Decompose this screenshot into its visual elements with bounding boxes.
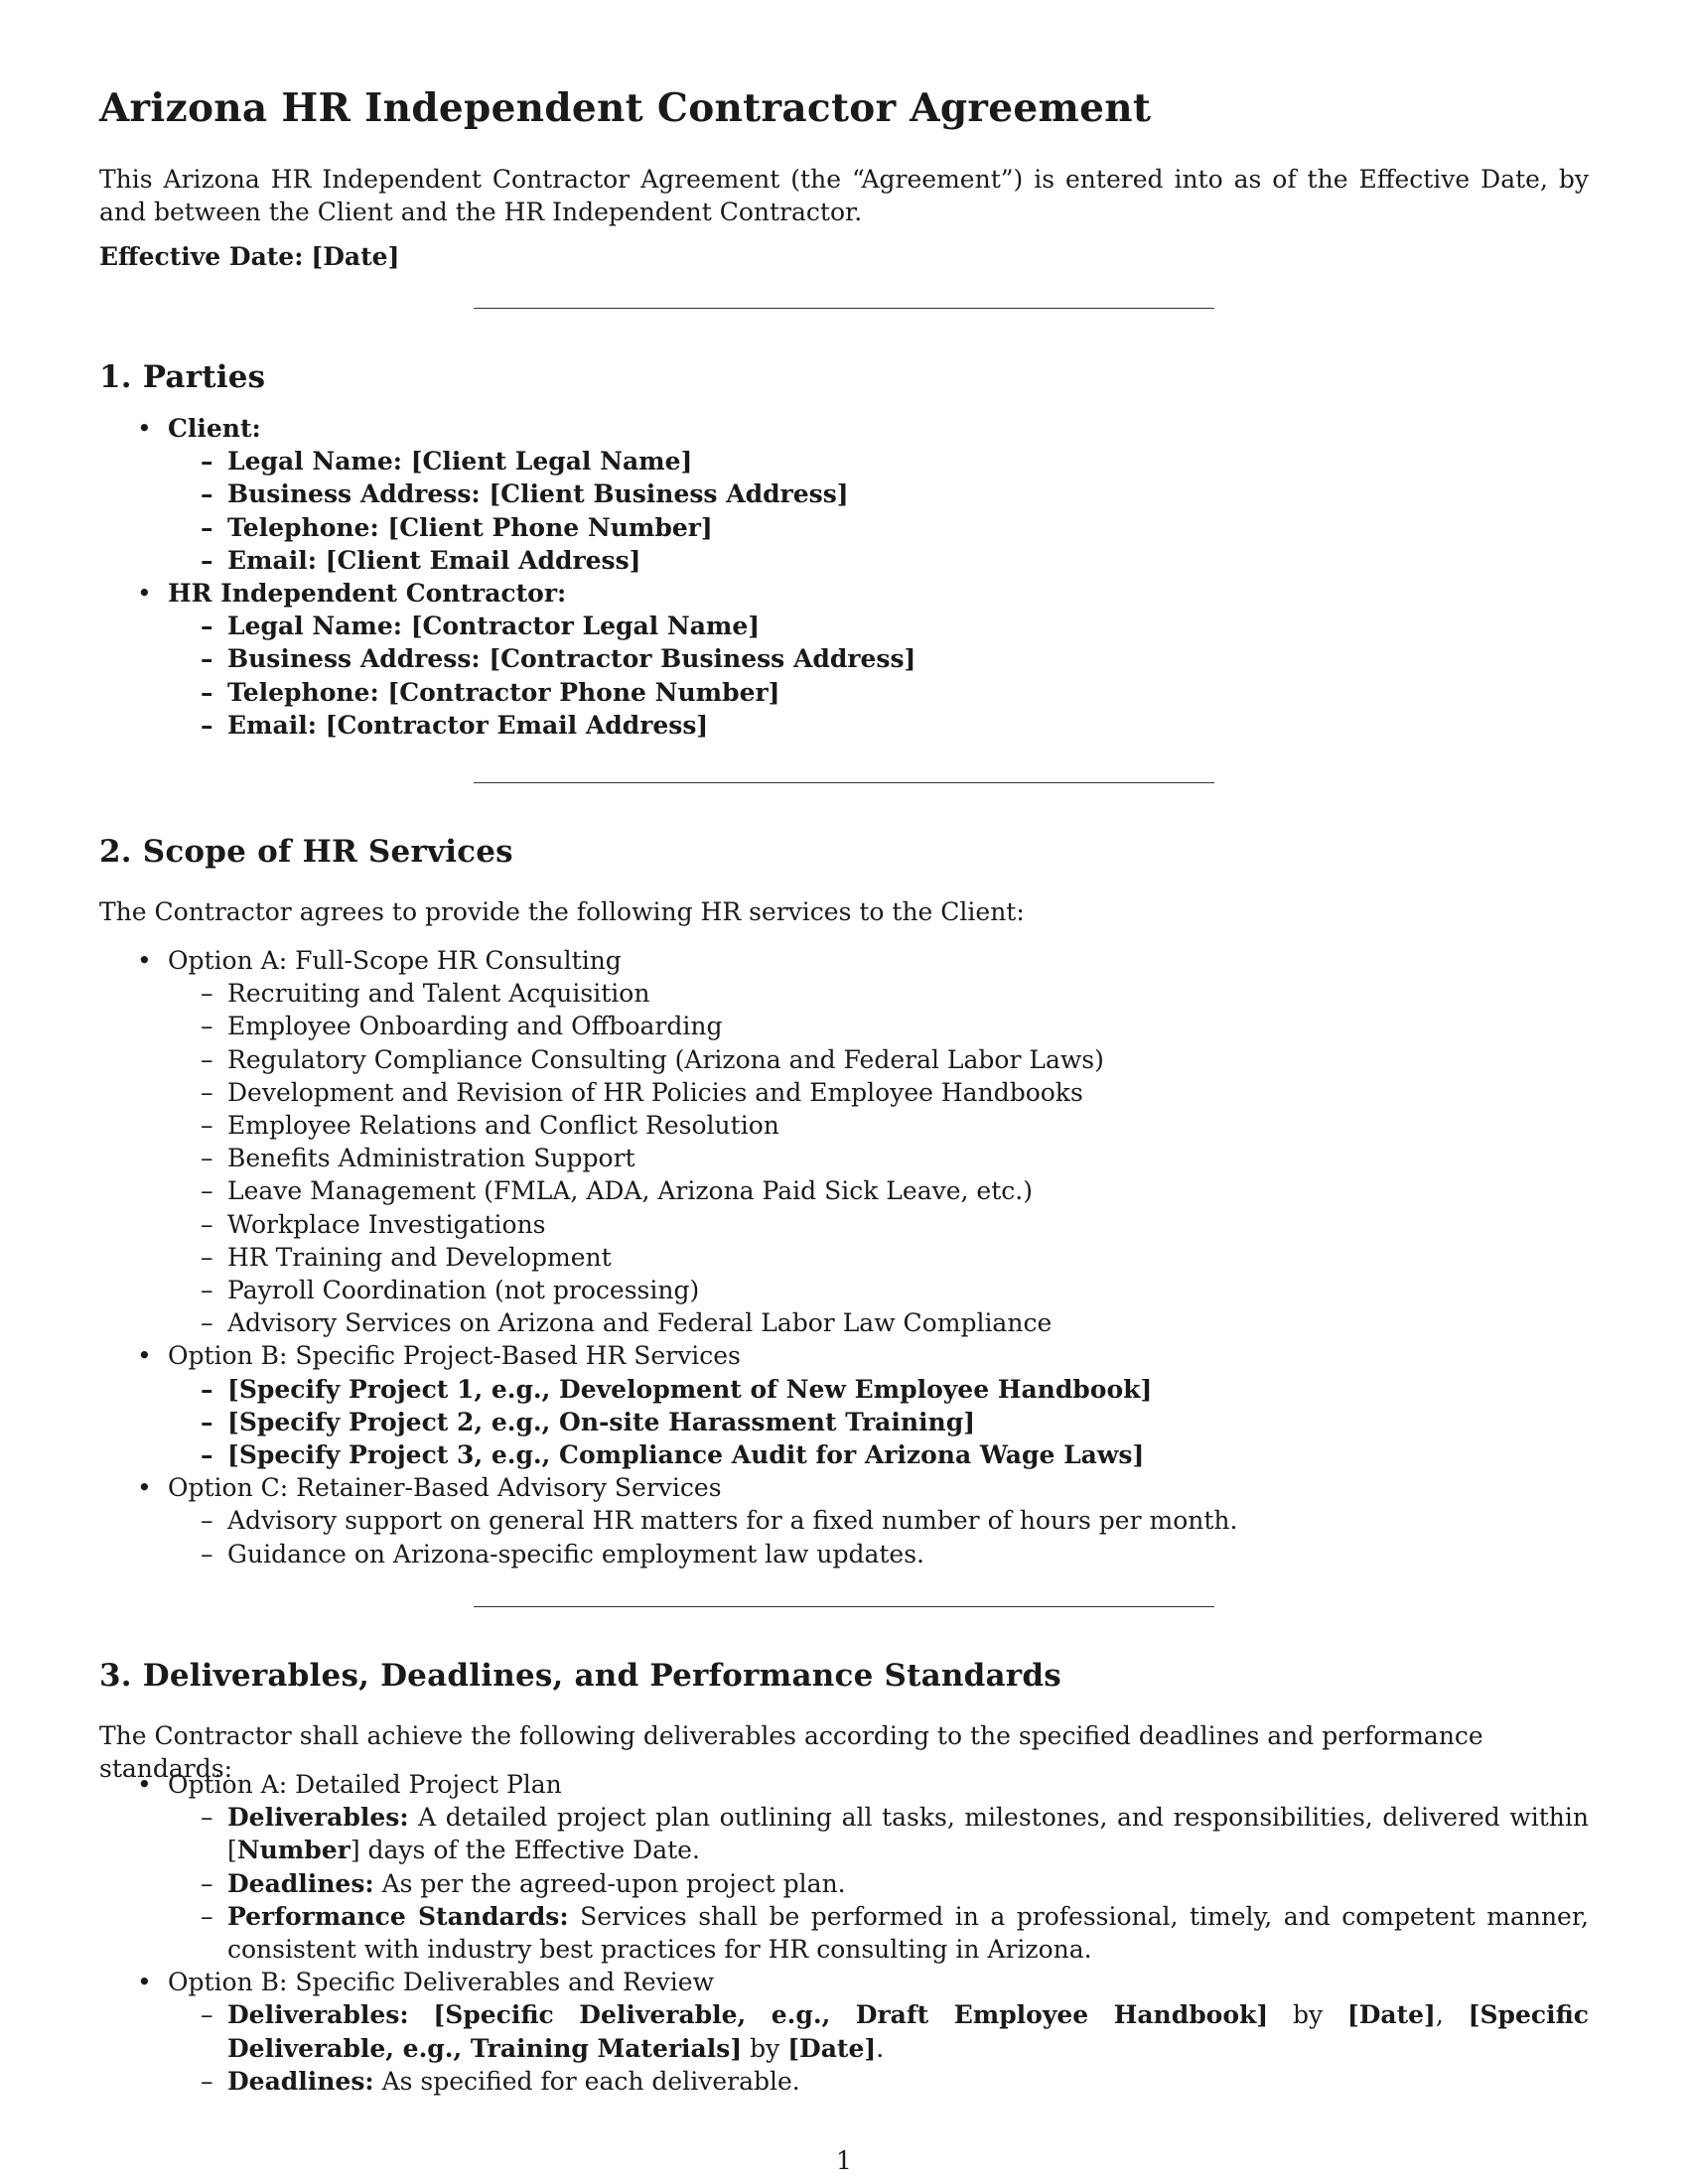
- list-item: – Advisory support on general HR matters for a fixed number of hours per month.: [168, 1504, 1589, 1537]
- deliverables-option-b-label: Option B: Specific Deliverables and Review: [168, 1968, 714, 1997]
- scope-option-c-label: Option C: Retainer-Based Advisory Services: [168, 1473, 722, 1503]
- deadlines-label: Deadlines:: [227, 1868, 374, 1898]
- section-divider: [474, 1606, 1214, 1607]
- effective-date-label: Effective Date:: [99, 242, 304, 271]
- section-divider: [474, 308, 1214, 309]
- deliverables-option-a-label: Option A: Detailed Project Plan: [168, 1770, 562, 1799]
- list-item: – Recruiting and Talent Acquisition: [168, 977, 1589, 1010]
- page-number: 1: [836, 2146, 852, 2175]
- contractor-phone: – Telephone: [Contractor Phone Number]: [168, 676, 1589, 709]
- client-label: Client:: [168, 414, 261, 443]
- scope-intro: The Contractor agrees to provide the following HR services to the Client:: [99, 897, 1025, 926]
- deliverables-number: Number: [236, 1836, 351, 1865]
- list-item: – Development and Revision of HR Policies and Employee Handbooks: [168, 1076, 1589, 1109]
- list-item: [99, 412, 1589, 577]
- list-item: – Employee Onboarding and Offboarding: [168, 1010, 1589, 1042]
- parties-list: [99, 412, 1589, 742]
- scope-option-a-label: Option A: Full-Scope HR Consulting: [168, 946, 622, 975]
- list-item: [99, 1339, 1589, 1471]
- deliverables-label: Deliverables:: [227, 1803, 409, 1833]
- list-item: [168, 1867, 1589, 1900]
- list-item: [168, 1900, 1589, 1966]
- list-item: – Payroll Coordination (not processing): [168, 1274, 1589, 1306]
- list-item: [168, 1801, 1589, 1866]
- list-item: [99, 944, 1589, 1339]
- list-item: – Workplace Investigations: [168, 1208, 1589, 1241]
- client-address: – Business Address: [Client Business Address]: [168, 478, 1589, 510]
- effective-date: [99, 242, 399, 271]
- list-item: [99, 1471, 1589, 1570]
- list-item: – Regulatory Compliance Consulting (Arizona and Federal Labor Laws): [168, 1043, 1589, 1076]
- list-item: – HR Training and Development: [168, 1241, 1589, 1274]
- section-divider: [474, 782, 1214, 783]
- list-item: [168, 2065, 1589, 2098]
- list-item: – Benefits Administration Support: [168, 1142, 1589, 1174]
- deliverable-1: [Specific Deliverable, e.g., Draft Employee Handbook]: [433, 2000, 1269, 2030]
- contractor-legal-name: – Legal Name: [Contractor Legal Name]: [168, 610, 1589, 642]
- list-item: [99, 577, 1589, 742]
- by-text: by: [1268, 2000, 1347, 2030]
- deliverables-intro: The Contractor shall achieve the following deliverables according to the specified deadlines and performance standards:: [99, 1721, 1483, 1783]
- end-text: .: [876, 2033, 885, 2063]
- deliverables-text: A detailed project plan outlining all tasks, milestones, and responsibilities, delivered within [: [227, 1803, 1589, 1865]
- list-item: – Employee Relations and Conflict Resolution: [168, 1109, 1589, 1142]
- list-item: [99, 1768, 1589, 1966]
- client-legal-name: – Legal Name: [Client Legal Name]: [168, 445, 1589, 478]
- deliverable-1-date: [Date]: [1346, 2000, 1436, 2030]
- client-email: – Email: [Client Email Address]: [168, 544, 1589, 577]
- contractor-label: HR Independent Contractor:: [168, 579, 567, 609]
- list-item: – Leave Management (FMLA, ADA, Arizona Paid Sick Leave, etc.): [168, 1174, 1589, 1207]
- contractor-email: – Email: [Contractor Email Address]: [168, 709, 1589, 742]
- document-title: Arizona HR Independent Contractor Agreement: [99, 85, 1152, 131]
- intro-paragraph: This Arizona HR Independent Contractor Agreement (the “Agreement”) is entered into as of the Effective Date, by and between the Client and the HR Independent Contractor.: [99, 165, 1589, 226]
- deadlines-text: As per the agreed-upon project plan.: [373, 1868, 846, 1898]
- client-phone: – Telephone: [Client Phone Number]: [168, 511, 1589, 544]
- list-item: [99, 1966, 1589, 2098]
- contractor-address: – Business Address: [Contractor Business Address]: [168, 642, 1589, 675]
- section-heading-deliverables: 3. Deliverables, Deadlines, and Performance Standards: [99, 1658, 1061, 1694]
- performance-label: Performance Standards:: [227, 1901, 569, 1931]
- by-text: by: [742, 2033, 788, 2063]
- deadlines-label: Deadlines:: [227, 2066, 374, 2096]
- section-heading-scope: 2. Scope of HR Services: [99, 834, 513, 870]
- deliverables-text: ] days of the Effective Date.: [350, 1836, 700, 1865]
- list-item: – Advisory Services on Arizona and Federal Labor Law Compliance: [168, 1306, 1589, 1339]
- effective-date-value: [Date]: [311, 242, 400, 271]
- section-heading-parties: 1. Parties: [99, 359, 266, 395]
- list-item: – [Specify Project 1, e.g., Development of New Employee Handbook]: [168, 1373, 1589, 1406]
- list-item: – Guidance on Arizona-specific employment law updates.: [168, 1538, 1589, 1570]
- deliverables-options-list: [99, 1768, 1589, 2098]
- deliverables-label: Deliverables:: [227, 2000, 409, 2030]
- deadlines-text: As specified for each deliverable.: [373, 2066, 800, 2096]
- deliverable-2: [Specific Deliverable, e.g., Training Materials]: [227, 2000, 1589, 2063]
- deliverable-2-date: [Date]: [787, 2033, 877, 2063]
- list-item: – [Specify Project 2, e.g., On-site Harassment Training]: [168, 1406, 1589, 1438]
- scope-option-b-label: Option B: Specific Project-Based HR Services: [168, 1341, 741, 1371]
- list-item: – [Specify Project 3, e.g., Compliance Audit for Arizona Wage Laws]: [168, 1438, 1589, 1471]
- scope-options-list: [99, 944, 1589, 1570]
- list-item: [168, 1998, 1589, 2064]
- performance-text: Services shall be performed in a professional, timely, and competent manner, consistent with industry best practices for HR consulting in Arizona.: [227, 1901, 1590, 1965]
- separator-text: ,: [1435, 2000, 1469, 2030]
